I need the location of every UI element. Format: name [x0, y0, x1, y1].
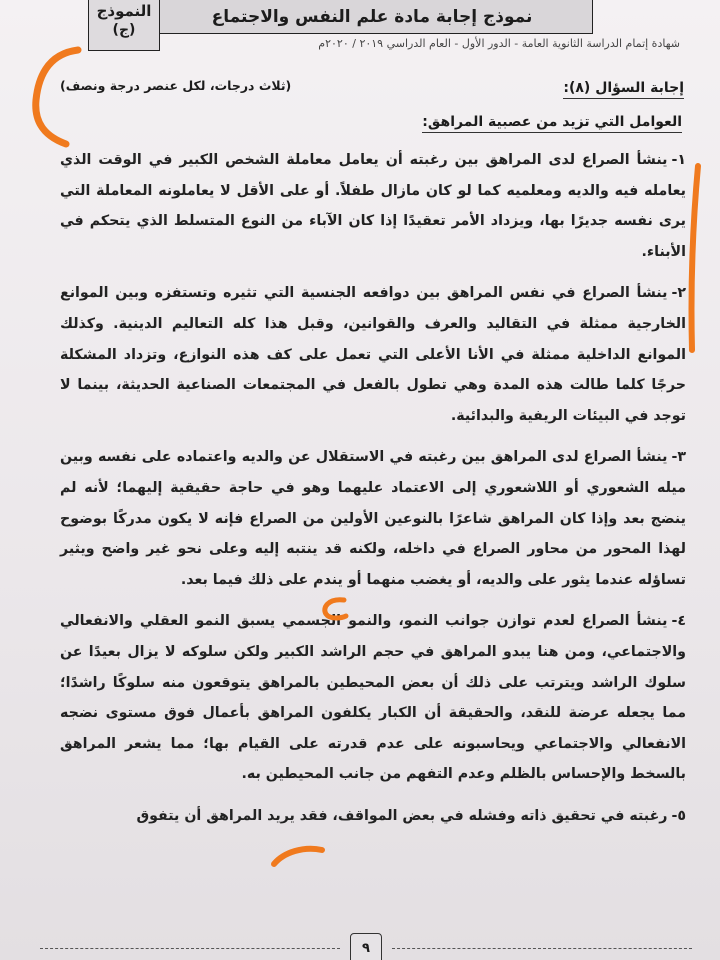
answer-paragraph	[60, 442, 686, 595]
footer-divider-left	[40, 948, 340, 949]
paragraph-number: ٥-	[671, 807, 686, 824]
paragraph-number: ١-	[671, 152, 686, 168]
paragraph-text: ينشأ الصراع لدى المراهق بين رغبته أن يعامل معاملة الشخص الكبير في الوقت الذي يعامله فيه والديه ومعلميه كما لو كان مازال طفلاً. أو على الأقل لا يعاملونه المعاملة التي يرى نفسه جديرًا بها، ويزداد الأمر تعقيدًا إذا كان الآباء من النوع المتسلط الذي يتحكم في الأبناء.	[60, 152, 686, 260]
model-code: (ج)	[112, 22, 136, 38]
orange-curl-mark	[316, 594, 352, 624]
answer-paragraph	[60, 278, 686, 431]
footer-divider-right	[392, 948, 692, 949]
section-title: العوامل التي تزيد من عصبية المراهق:	[422, 114, 682, 133]
answer-paragraph	[60, 606, 686, 790]
question-header	[30, 72, 684, 102]
page-header	[56, 0, 682, 62]
paragraph-number: ٢-	[671, 285, 686, 302]
paragraph-number: ٣-	[671, 449, 686, 466]
paragraph-text: ينشأ الصراع لعدم توازن جوانب النمو، والنمو الجسمي يسبق النمو العقلي والانفعالي والاجتماعي، ومن هنا يبدو المراهق في حجم الراشد الكبير ولكن سلوكه لا يزال بعيدًا عن سلوك الراشد ويترتب على ذلك أن بعض المحيطين بالمراهق يتوقعون منه سلوكًا راشدًا؛ مما يجعله عرضة للنقد، والحقيقة أن الكبار يكلفون المراهق بأعمال فوق مستوى نضجه الانفعالي والاجتماعي ويحاسبونه على عدم قدرته على القيام بها؛ مما يشعر المراهق بالسخط والإحساس بالظلم وعدم التفهم من جانب المحيطين به.	[60, 613, 686, 783]
paragraph-text: ينشأ الصراع في نفس المراهق بين دوافعه الجنسية التي تثيره وتستفزه وبين الموانع الخارجية ممثلة في التقاليد والعرف والقوانين، وقبل هذا كله التعاليم الدينية. وكذلك الموانع الداخلية ممثلة في الأنا الأعلى التي تعمل على كف هذه النوازع، وتزداد المشكلة حرجًا كلما طالت هذه المدة وهي تطول بالفعل في المجتمعات الصناعية الحديثة، بينما لا توجد في البيئات الريفية والبدائية.	[60, 285, 686, 424]
orange-vertical-mark	[680, 160, 710, 360]
marks-note: (ثلاث درجات، لكل عنصر درجة ونصف)	[60, 78, 292, 93]
paragraph-text: رغبته في تحقيق ذاته وفشله في بعض المواقف، فقد يريد المراهق أن يتفوق	[136, 807, 668, 824]
page-number: ٩	[350, 933, 382, 960]
paragraph-text: ينشأ الصراع لدى المراهق بين رغبته في الاستقلال عن والديه واعتماده على نفسه وبين ميله الشعوري أو اللاشعوري إلى الاعتماد عليهما وهو في حاجة حقيقية إليهما؛ لأنه لم ينضج بعد وإذا كان المراهق شاعرًا بالنوعين الأولين من الصراع فإنه لا يكون مدركًا بوضوح لهذا المحور من محاور الصراع في داخله، ولكنه قد ينتبه إليه وعلى نحو غير واضح ويثير تساؤله عندما يثور على والديه، أو يغضب منهما أو يندم على ذلك فيما بعد.	[60, 449, 686, 588]
answer-paragraph	[60, 801, 686, 832]
orange-bracket-mark	[26, 40, 86, 150]
document-title: نموذج إجابة مادة علم النفس والاجتماع	[151, 0, 593, 34]
orange-arrow-mark	[268, 840, 328, 872]
answer-paragraph	[60, 145, 686, 267]
answer-body	[60, 145, 686, 842]
model-label: النموذج	[96, 2, 152, 20]
document-subtitle: شهادة إتمام الدراسة الثانوية العامة - الدور الأول - العام الدراسي ٢٠١٩ / ٢٠٢٠م	[318, 37, 680, 50]
question-label: إجابة السؤال (٨):	[563, 80, 684, 99]
paragraph-number: ٤-	[671, 613, 686, 630]
